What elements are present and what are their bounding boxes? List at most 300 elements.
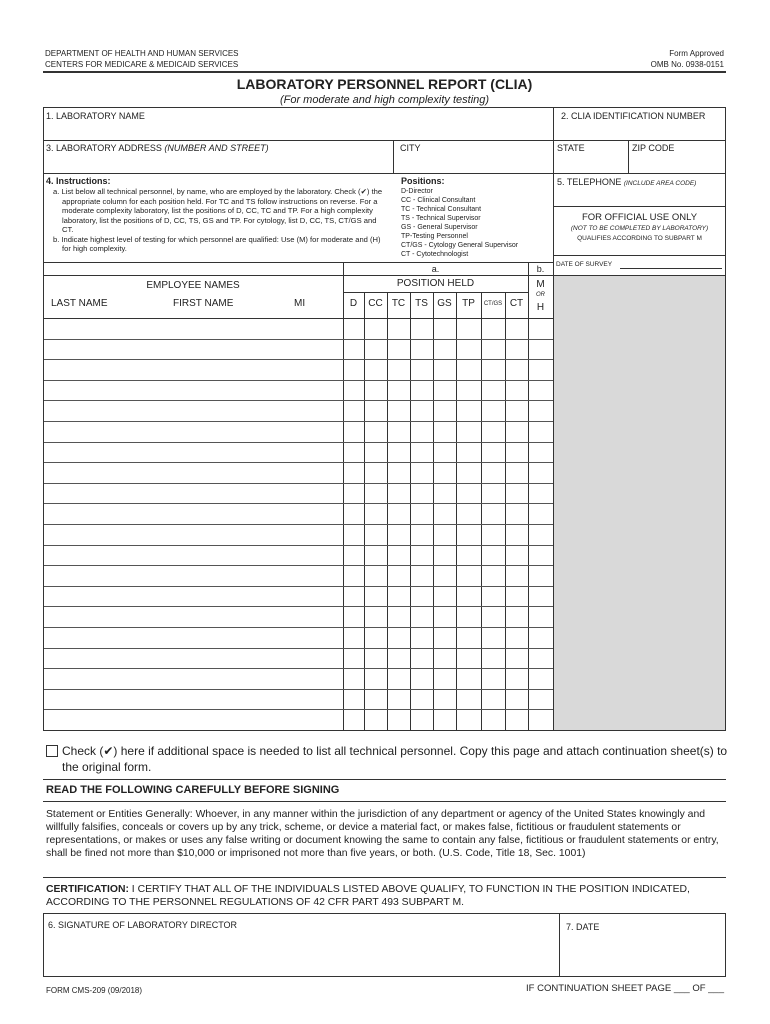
position-check-cell[interactable] (456, 524, 481, 545)
position-item: TC - Technical Consultant (401, 206, 482, 213)
position-check-cell[interactable] (433, 462, 456, 483)
complexity-level-input[interactable] (529, 589, 552, 605)
position-check-cell[interactable] (343, 524, 364, 545)
section-rule (43, 877, 726, 878)
laboratory-name-label: 1. LABORATORY NAME (46, 111, 145, 121)
frame-bottom (43, 730, 726, 731)
position-check-cell[interactable] (387, 565, 410, 586)
position-check-cell[interactable] (433, 648, 456, 669)
position-check-cell[interactable] (364, 421, 387, 442)
position-check-cell[interactable] (481, 380, 505, 401)
employee-name-input[interactable] (46, 568, 340, 584)
position-check-cell[interactable] (364, 400, 387, 421)
section-rule (43, 779, 726, 780)
position-check-cell[interactable] (410, 318, 433, 339)
complexity-level-input[interactable] (529, 630, 552, 646)
frame-right (725, 107, 726, 731)
complexity-level-input[interactable] (529, 486, 552, 502)
section-rule (43, 976, 726, 977)
position-check-cell[interactable] (387, 421, 410, 442)
position-check-cell[interactable] (387, 339, 410, 360)
position-check-cell[interactable] (481, 565, 505, 586)
position-check-cell[interactable] (410, 689, 433, 710)
position-check-cell[interactable] (343, 359, 364, 380)
position-check-cell[interactable] (343, 462, 364, 483)
position-check-cell[interactable] (410, 524, 433, 545)
position-check-cell[interactable] (343, 545, 364, 566)
position-check-cell[interactable] (505, 627, 528, 648)
positions-legend (401, 176, 549, 259)
position-check-cell[interactable] (481, 318, 505, 339)
row-rule (43, 380, 553, 381)
positions-heading: Positions: (401, 176, 445, 186)
employee-name-input[interactable] (46, 692, 340, 708)
position-check-cell[interactable] (433, 442, 456, 463)
laboratory-name-input[interactable] (46, 124, 546, 138)
last-name-header: LAST NAME (51, 298, 108, 309)
position-check-cell[interactable] (410, 627, 433, 648)
official-use-title: FOR OFFICIAL USE ONLY (581, 212, 698, 223)
position-check-cell[interactable] (481, 648, 505, 669)
department-header (45, 48, 239, 70)
m-label: M (536, 279, 545, 290)
position-check-cell[interactable] (481, 359, 505, 380)
position-check-cell[interactable] (505, 503, 528, 524)
position-check-cell[interactable] (505, 709, 528, 730)
position-check-cell[interactable] (456, 400, 481, 421)
row-rule (553, 206, 726, 207)
complexity-level-input[interactable] (529, 465, 552, 481)
positions-list (401, 187, 549, 259)
date-of-survey-line (620, 268, 722, 269)
position-check-cell[interactable] (343, 339, 364, 360)
employee-name-input[interactable] (46, 651, 340, 667)
column-header-tc: TC (391, 298, 406, 309)
position-check-cell[interactable] (456, 565, 481, 586)
position-check-cell[interactable] (433, 627, 456, 648)
row-rule (43, 400, 553, 401)
position-check-cell[interactable] (456, 483, 481, 504)
address-label-text: 3. LABORATORY ADDRESS (46, 143, 162, 153)
position-check-cell[interactable] (410, 606, 433, 627)
position-check-cell[interactable] (481, 524, 505, 545)
position-check-cell[interactable] (481, 668, 505, 689)
position-check-cell[interactable] (364, 545, 387, 566)
position-check-cell[interactable] (343, 421, 364, 442)
employee-name-input[interactable] (46, 465, 340, 481)
position-check-cell[interactable] (387, 648, 410, 669)
form-id: FORM CMS-209 (09/2018) (46, 986, 143, 995)
official-use-note: (NOT TO BE COMPLETED BY LABORATORY) (570, 225, 709, 232)
position-check-cell[interactable] (387, 503, 410, 524)
employee-name-input[interactable] (46, 548, 340, 564)
position-check-cell[interactable] (343, 648, 364, 669)
position-check-cell[interactable] (456, 442, 481, 463)
employee-name-input[interactable] (46, 630, 340, 646)
position-check-cell[interactable] (433, 668, 456, 689)
position-check-cell[interactable] (387, 462, 410, 483)
continuation-check-text: Check (✔) here if additional space is needed to list all technical personnel. Copy this page and attach continuation sheet(s) to the original form. (62, 744, 728, 774)
complexity-level-input[interactable] (529, 424, 552, 440)
complexity-level-input[interactable] (529, 383, 552, 399)
complexity-level-input[interactable] (529, 548, 552, 564)
label-a: a. (431, 264, 440, 274)
h-label: H (536, 302, 545, 313)
row-rule (43, 483, 553, 484)
column-header-cc: CC (368, 298, 383, 309)
city-input[interactable] (397, 156, 549, 170)
employee-name-input[interactable] (46, 486, 340, 502)
date-of-survey-label: DATE OF SURVEY (556, 261, 613, 268)
position-check-cell[interactable] (343, 503, 364, 524)
employee-name-input[interactable] (46, 527, 340, 543)
date-label: 7. DATE (566, 922, 600, 932)
employee-name-input[interactable] (46, 445, 340, 461)
zip-label: ZIP CODE (632, 143, 675, 153)
position-check-cell[interactable] (505, 606, 528, 627)
row-rule (43, 462, 553, 463)
position-check-cell[interactable] (343, 709, 364, 730)
position-check-cell[interactable] (387, 359, 410, 380)
row-rule (43, 689, 553, 690)
position-check-cell[interactable] (481, 709, 505, 730)
employee-name-input[interactable] (46, 383, 340, 399)
position-item: TP-Testing Personnel (401, 233, 468, 240)
department-line-2: CENTERS FOR MEDICARE & MEDICAID SERVICES (45, 60, 239, 69)
complexity-level-input[interactable] (529, 362, 552, 378)
qualifies-text: QUALIFIES ACCORDING TO SUBPART M (577, 235, 702, 242)
row-rule (43, 709, 553, 710)
employee-name-input[interactable] (46, 589, 340, 605)
row-rule (43, 173, 726, 174)
position-check-cell[interactable] (433, 503, 456, 524)
position-check-cell[interactable] (387, 689, 410, 710)
position-check-cell[interactable] (387, 380, 410, 401)
position-check-cell[interactable] (456, 648, 481, 669)
position-check-cell[interactable] (364, 586, 387, 607)
position-check-cell[interactable] (343, 668, 364, 689)
row-rule (43, 421, 553, 422)
position-check-cell[interactable] (433, 524, 456, 545)
position-check-cell[interactable] (410, 462, 433, 483)
row-rule (43, 140, 726, 141)
position-check-cell[interactable] (387, 586, 410, 607)
position-check-cell[interactable] (387, 524, 410, 545)
divider (553, 107, 554, 140)
continuation-checkbox[interactable] (46, 745, 58, 757)
clia-id-input[interactable] (557, 124, 723, 138)
column-header-ct-gs: CT/GS (483, 301, 503, 307)
position-held-header: POSITION HELD (396, 278, 475, 289)
position-check-cell[interactable] (505, 380, 528, 401)
employee-name-input[interactable] (46, 403, 340, 419)
position-check-cell[interactable] (343, 318, 364, 339)
position-check-cell[interactable] (433, 606, 456, 627)
position-check-cell[interactable] (456, 586, 481, 607)
row-rule (43, 668, 553, 669)
section-rule (43, 801, 726, 802)
employee-name-input[interactable] (46, 712, 340, 728)
position-check-cell[interactable] (364, 627, 387, 648)
position-check-cell[interactable] (410, 648, 433, 669)
position-check-cell[interactable] (505, 359, 528, 380)
position-check-cell[interactable] (387, 318, 410, 339)
read-carefully-heading: READ THE FOLLOWING CAREFULLY BEFORE SIGNING (46, 784, 340, 796)
divider (628, 140, 629, 173)
position-check-cell[interactable] (364, 606, 387, 627)
position-check-cell[interactable] (364, 380, 387, 401)
complexity-level-input[interactable] (529, 671, 552, 687)
continuation-page-text: IF CONTINUATION SHEET PAGE ___ OF ___ (526, 983, 724, 994)
position-check-cell[interactable] (364, 524, 387, 545)
legal-statement: Statement or Entities Generally: Whoever, in any manner within the jurisdiction of any department or agency of the United States knowingly and willfully falsifies, conceals or covers up by any trick, scheme, or device a material fact, or makes false, fictitious or fraudulent statements or representations, or makes or uses any false writing or document knowing the same to contain any false, fictitious or fraudulent statements or entry, shall be fined not more than $10,000 or imprisoned not more than five years, or both. (U.S. Code, Title 18, Sec. 1001) (46, 809, 719, 859)
position-check-cell[interactable] (433, 359, 456, 380)
form-subtitle: (For moderate and high complexity testing) (279, 94, 490, 106)
position-check-cell[interactable] (343, 689, 364, 710)
instructions-heading: 4. Instructions: (46, 176, 111, 186)
instruction-a: a. List below all technical personnel, by name, who are employed by the laboratory. Check (✔) the appropriate column for each position held. For TC and TS follow instructions on reverse. For a moderate complexity laboratory, list the positions of D, CC, TC and TP. For a high complexity laboratory, list the positions of D, CC, TS, GS and TP. For cytology, list D, CC, TS, CT/GS and CT. (53, 187, 383, 234)
position-check-cell[interactable] (505, 565, 528, 586)
zip-input[interactable] (632, 156, 724, 170)
position-check-cell[interactable] (481, 545, 505, 566)
employee-name-input[interactable] (46, 321, 340, 337)
employee-name-input[interactable] (46, 609, 340, 625)
position-check-cell[interactable] (364, 442, 387, 463)
position-check-cell[interactable] (387, 606, 410, 627)
row-rule (43, 503, 553, 504)
position-check-cell[interactable] (456, 709, 481, 730)
position-check-cell[interactable] (456, 421, 481, 442)
position-check-cell[interactable] (433, 380, 456, 401)
employee-name-input[interactable] (46, 424, 340, 440)
row-rule (43, 359, 553, 360)
position-check-cell[interactable] (387, 483, 410, 504)
position-check-cell[interactable] (343, 442, 364, 463)
position-check-cell[interactable] (364, 503, 387, 524)
position-check-cell[interactable] (343, 380, 364, 401)
complexity-level-input[interactable] (529, 527, 552, 543)
position-check-cell[interactable] (433, 586, 456, 607)
position-check-cell[interactable] (456, 689, 481, 710)
position-check-cell[interactable] (456, 359, 481, 380)
date-input[interactable] (563, 935, 723, 973)
position-check-cell[interactable] (505, 462, 528, 483)
column-header-tp: TP (462, 298, 475, 309)
complexity-level-input[interactable] (529, 609, 552, 625)
position-check-cell[interactable] (481, 339, 505, 360)
telephone-hint: (INCLUDE AREA CODE) (623, 180, 697, 187)
telephone-label (557, 177, 696, 187)
mi-header: MI (294, 298, 306, 309)
frame-left (43, 107, 44, 731)
position-check-cell[interactable] (410, 586, 433, 607)
position-check-cell[interactable] (505, 483, 528, 504)
position-check-cell[interactable] (481, 421, 505, 442)
form-title: LABORATORY PERSONNEL REPORT (CLIA) (236, 76, 533, 92)
department-line-1: DEPARTMENT OF HEALTH AND HUMAN SERVICES (45, 49, 239, 58)
position-check-cell[interactable] (364, 483, 387, 504)
position-check-cell[interactable] (343, 400, 364, 421)
position-check-cell[interactable] (481, 689, 505, 710)
position-check-cell[interactable] (481, 586, 505, 607)
telephone-input[interactable] (557, 190, 723, 204)
certification-text: I CERTIFY THAT ALL OF THE INDIVIDUALS LISTED ABOVE QUALIFY, TO FUNCTION IN THE POSITION INDICATED, ACCORDING TO THE PERSONNEL REGULATIONS OF 42 CFR PART 493 SUBPART M. (46, 884, 690, 908)
state-label: STATE (557, 143, 585, 153)
position-item: TS - Technical Supervisor (401, 215, 481, 222)
employee-name-input[interactable] (46, 362, 340, 378)
position-check-cell[interactable] (433, 483, 456, 504)
position-check-cell[interactable] (505, 318, 528, 339)
position-check-cell[interactable] (433, 565, 456, 586)
position-check-cell[interactable] (505, 442, 528, 463)
position-check-cell[interactable] (456, 606, 481, 627)
row-rule (43, 586, 553, 587)
divider (559, 913, 560, 976)
position-check-cell[interactable] (505, 689, 528, 710)
position-check-cell[interactable] (343, 565, 364, 586)
omb-number: OMB No. 0938-0151 (650, 60, 724, 69)
position-check-cell[interactable] (410, 339, 433, 360)
position-check-cell[interactable] (364, 689, 387, 710)
position-item: CT/GS - Cytology General Supervisor (401, 242, 519, 249)
frame-top (43, 107, 726, 108)
frame-left (43, 913, 44, 976)
frame-right (725, 913, 726, 976)
employee-name-input[interactable] (46, 342, 340, 358)
position-check-cell[interactable] (456, 668, 481, 689)
complexity-level-input[interactable] (529, 321, 552, 337)
form-approved-text: Form Approved (669, 49, 724, 58)
position-check-cell[interactable] (410, 421, 433, 442)
row-rule (43, 262, 553, 263)
address-label (46, 143, 269, 153)
position-check-cell[interactable] (364, 648, 387, 669)
position-check-cell[interactable] (433, 545, 456, 566)
employee-name-input[interactable] (46, 671, 340, 687)
position-check-cell[interactable] (364, 359, 387, 380)
address-input[interactable] (46, 156, 389, 170)
complexity-level-input[interactable] (529, 692, 552, 708)
position-check-cell[interactable] (387, 709, 410, 730)
position-check-cell[interactable] (481, 442, 505, 463)
position-check-cell[interactable] (456, 339, 481, 360)
or-label: OR (536, 292, 545, 298)
position-check-cell[interactable] (481, 606, 505, 627)
position-check-cell[interactable] (410, 359, 433, 380)
position-check-cell[interactable] (364, 339, 387, 360)
state-input[interactable] (557, 156, 625, 170)
position-check-cell[interactable] (505, 668, 528, 689)
column-header-d: D (349, 298, 358, 309)
position-check-cell[interactable] (481, 627, 505, 648)
position-check-cell[interactable] (343, 483, 364, 504)
position-check-cell[interactable] (433, 689, 456, 710)
position-check-cell[interactable] (364, 318, 387, 339)
position-check-cell[interactable] (505, 339, 528, 360)
complexity-level-input[interactable] (529, 712, 552, 728)
complexity-level-input[interactable] (529, 445, 552, 461)
row-rule (43, 442, 553, 443)
position-check-cell[interactable] (364, 462, 387, 483)
position-check-cell[interactable] (410, 483, 433, 504)
position-check-cell[interactable] (505, 648, 528, 669)
column-header-ct: CT (509, 298, 524, 309)
position-check-cell[interactable] (505, 524, 528, 545)
position-check-cell[interactable] (343, 627, 364, 648)
position-check-cell[interactable] (433, 318, 456, 339)
position-check-cell[interactable] (410, 400, 433, 421)
clia-id-label: 2. CLIA IDENTIFICATION NUMBER (561, 111, 706, 121)
certification-label: CERTIFICATION: (46, 884, 129, 895)
employee-names-header: EMPLOYEE NAMES (146, 280, 240, 291)
column-header-ts: TS (415, 298, 428, 309)
row-rule (43, 275, 726, 276)
position-check-cell[interactable] (343, 606, 364, 627)
section-rule (43, 913, 726, 914)
position-check-cell[interactable] (433, 400, 456, 421)
position-check-cell[interactable] (456, 627, 481, 648)
address-hint: (NUMBER AND STREET) (164, 143, 269, 153)
position-check-cell[interactable] (343, 586, 364, 607)
position-check-cell[interactable] (505, 545, 528, 566)
position-check-cell[interactable] (410, 503, 433, 524)
position-check-cell[interactable] (481, 400, 505, 421)
position-check-cell[interactable] (481, 462, 505, 483)
position-check-cell[interactable] (410, 565, 433, 586)
position-check-cell[interactable] (433, 709, 456, 730)
position-check-cell[interactable] (387, 668, 410, 689)
position-check-cell[interactable] (505, 400, 528, 421)
position-check-cell[interactable] (456, 462, 481, 483)
position-check-cell[interactable] (410, 709, 433, 730)
row-rule (43, 565, 553, 566)
position-check-cell[interactable] (456, 380, 481, 401)
position-check-cell[interactable] (456, 503, 481, 524)
position-check-cell[interactable] (481, 503, 505, 524)
header-rule (43, 71, 726, 73)
complexity-level-input[interactable] (529, 506, 552, 522)
position-check-cell[interactable] (387, 545, 410, 566)
position-check-cell[interactable] (410, 380, 433, 401)
position-check-cell[interactable] (433, 339, 456, 360)
signature-input[interactable] (46, 935, 554, 973)
complexity-level-input[interactable] (529, 568, 552, 584)
employee-name-input[interactable] (46, 506, 340, 522)
position-check-cell[interactable] (364, 668, 387, 689)
position-check-cell[interactable] (364, 709, 387, 730)
position-check-cell[interactable] (364, 565, 387, 586)
position-item: GS - General Supervisor (401, 224, 478, 231)
complexity-level-input[interactable] (529, 651, 552, 667)
complexity-level-input[interactable] (529, 342, 552, 358)
position-check-cell[interactable] (410, 442, 433, 463)
position-check-cell[interactable] (433, 421, 456, 442)
position-check-cell[interactable] (410, 545, 433, 566)
row-rule (553, 255, 726, 256)
position-check-cell[interactable] (505, 421, 528, 442)
position-check-cell[interactable] (456, 318, 481, 339)
position-check-cell[interactable] (387, 442, 410, 463)
position-check-cell[interactable] (481, 483, 505, 504)
position-check-cell[interactable] (387, 627, 410, 648)
position-item: CC - Clinical Consultant (401, 197, 476, 204)
position-check-cell[interactable] (410, 668, 433, 689)
complexity-level-input[interactable] (529, 403, 552, 419)
row-rule (43, 648, 553, 649)
position-check-cell[interactable] (387, 400, 410, 421)
position-check-cell[interactable] (456, 545, 481, 566)
position-check-cell[interactable] (505, 586, 528, 607)
